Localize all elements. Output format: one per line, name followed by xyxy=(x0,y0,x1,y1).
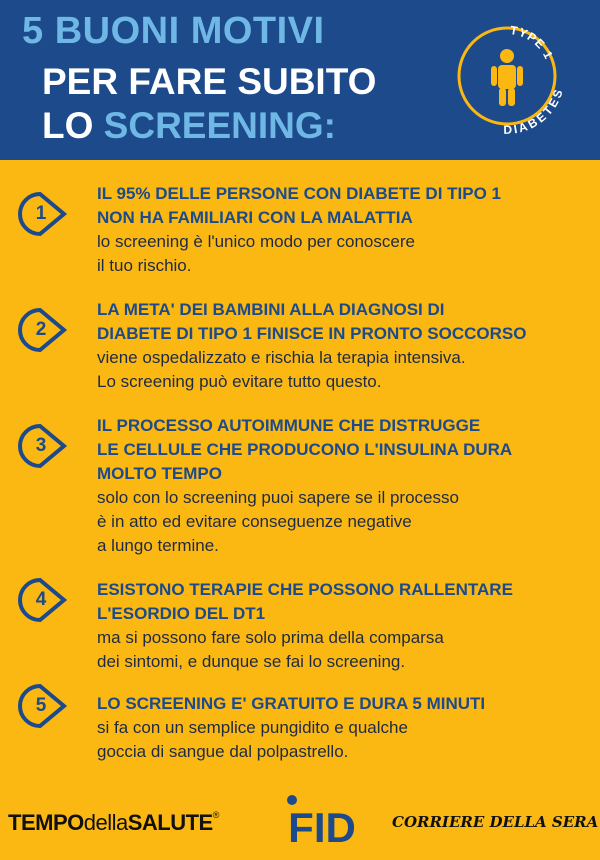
reason-body-line: viene ospedalizzato e rischia la terapia intensiva. xyxy=(97,348,466,367)
fid-logo-text: FID xyxy=(288,804,356,851)
reason-body-line: il tuo rischio. xyxy=(97,256,192,275)
reason-body-line: solo con lo screening puoi sapere se il processo xyxy=(97,488,459,507)
reason-text-1 xyxy=(97,182,592,278)
reason-text-5 xyxy=(97,692,592,764)
reason-heading-line: IL 95% DELLE PERSONE CON DIABETE DI TIPO 1 xyxy=(97,184,501,203)
number-2: 2 xyxy=(35,319,47,340)
number-marker-5 xyxy=(18,684,70,728)
title-line-3-lo: LO xyxy=(42,105,94,146)
reason-body-line: lo screening è l'unico modo per conoscere xyxy=(97,232,415,251)
reason-heading-line: L'ESORDIO DEL DT1 xyxy=(97,604,266,623)
number-marker-2 xyxy=(18,308,70,352)
reason-body-line: ma si possono fare solo prima della comparsa xyxy=(97,628,444,647)
reason-heading-line: LE CELLULE CHE PRODUCONO L'INSULINA DURA xyxy=(97,440,513,459)
title-line-3-screening: SCREENING: xyxy=(103,105,336,146)
tempo-logo-part: TEMPO xyxy=(8,810,84,835)
title-line-2: PER FARE SUBITO xyxy=(42,61,377,102)
reason-heading-line: LO SCREENING E' GRATUITO E DURA 5 MINUTI xyxy=(97,694,486,713)
number-marker-1 xyxy=(18,192,70,236)
reason-heading-line: NON HA FAMILIARI CON LA MALATTIA xyxy=(97,208,413,227)
reason-heading-line: LA META' DEI BAMBINI ALLA DIAGNOSI DI xyxy=(97,300,445,319)
reason-body-line: a lungo termine. xyxy=(97,536,219,555)
title-line-1: 5 BUONI MOTIVI xyxy=(22,10,325,52)
badge-bottom-text: DIABETES xyxy=(503,86,566,137)
number-marker-4 xyxy=(18,578,70,622)
header-banner xyxy=(0,0,600,160)
tempo-logo-part: SALUTE xyxy=(127,810,213,835)
footer-logos xyxy=(0,780,600,860)
badge-top-text: TYPE 1 xyxy=(509,23,557,62)
tempo-della-salute-logo xyxy=(8,810,219,836)
registered-mark: ® xyxy=(212,810,219,820)
number-4: 4 xyxy=(35,589,47,610)
svg-text:TYPE 1 xyxy=(509,23,556,62)
number-5: 5 xyxy=(35,695,47,716)
number-marker-3 xyxy=(18,424,70,468)
reason-text-3 xyxy=(97,414,592,558)
reasons-list xyxy=(0,160,600,780)
reason-text-4 xyxy=(97,578,592,674)
reason-heading-line: IL PROCESSO AUTOIMMUNE CHE DISTRUGGE xyxy=(97,416,481,435)
title-line-3 xyxy=(42,104,376,148)
number-1: 1 xyxy=(35,203,47,224)
reason-body-line: è in atto ed evitare conseguenze negative xyxy=(97,512,412,531)
title-lines xyxy=(42,60,376,148)
fid-logo xyxy=(278,792,362,854)
reason-body-line: goccia di sangue dal polpastrello. xyxy=(97,742,349,761)
reason-body-line: si fa con un semplice pungidito e qualche xyxy=(97,718,408,737)
number-3: 3 xyxy=(35,435,47,456)
reason-body-line: Lo screening può evitare tutto questo. xyxy=(97,372,382,391)
reason-body-line: dei sintomi, e dunque se fai lo screening. xyxy=(97,652,406,671)
corriere-della-sera-logo: CORRIERE DELLA SERA xyxy=(392,813,599,831)
type1-diabetes-badge xyxy=(448,12,566,140)
reason-heading-line: DIABETE DI TIPO 1 FINISCE IN PRONTO SOCCORSO xyxy=(97,324,527,343)
tempo-logo-part: della xyxy=(83,810,128,835)
reason-heading-line: MOLTO TEMPO xyxy=(97,464,222,483)
person-icon xyxy=(491,49,523,106)
reason-heading-line: ESISTONO TERAPIE CHE POSSONO RALLENTARE xyxy=(97,580,513,599)
reason-text-2 xyxy=(97,298,592,394)
